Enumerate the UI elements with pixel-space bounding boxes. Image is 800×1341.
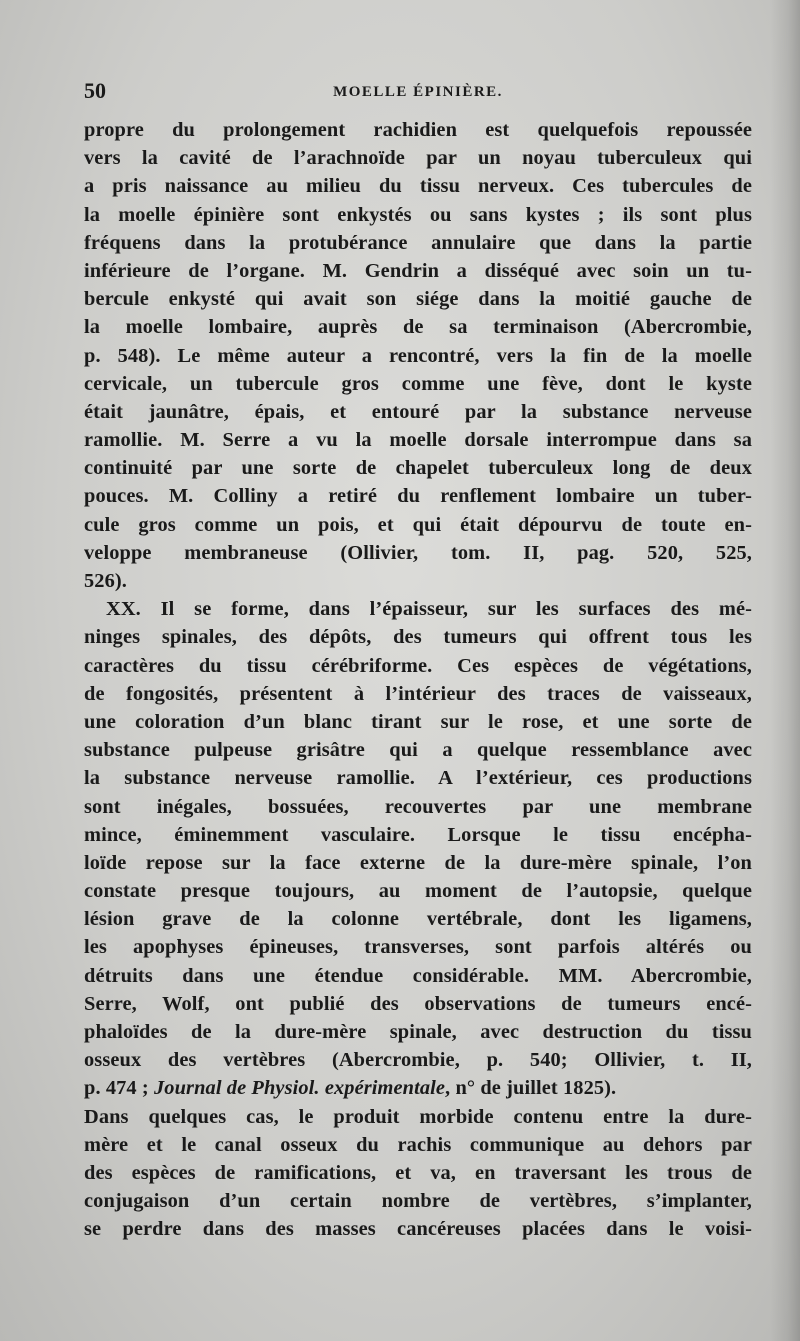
text-line: cervicale, un tubercule gros comme une fève, dont le kyste	[84, 372, 752, 395]
text-line: constate presque toujours, au moment de l’autopsie, quelque	[84, 880, 752, 903]
page-number: 50	[84, 78, 106, 103]
text-line: mère et le canal osseux du rachis communique au dehors par	[84, 1133, 752, 1156]
text-line: continuité par une sorte de chapelet tuberculeux long de deux	[84, 457, 752, 480]
text-line: sont inégales, bossuées, recouvertes par une membrane	[84, 795, 752, 818]
body-text	[84, 116, 752, 1244]
text-line-section-start: XX. Il se forme, dans l’épaisseur, sur les surfaces des mé-	[106, 598, 752, 621]
text-line: conjugaison d’un certain nombre de vertèbres, s’implanter,	[84, 1190, 752, 1213]
text-line: lésion grave de la colonne vertébrale, dont les ligamens,	[84, 908, 752, 931]
text-line: caractères du tissu cérébriforme. Ces espèces de végétations,	[84, 654, 752, 677]
text-line: phaloïdes de la dure-mère spinale, avec destruction du tissu	[84, 1021, 752, 1043]
running-head: MOELLE ÉPINIÈRE.	[333, 84, 503, 100]
text-line: la moelle épinière sont enkystés ou sans kystes ; ils sont plus	[84, 203, 752, 226]
text-line: la moelle lombaire, auprès de sa terminaison (Abercrombie,	[84, 316, 752, 339]
text-line: 526).	[84, 570, 127, 592]
text-line: inférieure de l’organe. M. Gendrin a disséqué avec soin un tu-	[84, 259, 752, 282]
text-line: mince, éminemment vasculaire. Lorsque le tissu encépha-	[84, 823, 752, 846]
citation-prefix: p. 474 ;	[84, 1077, 149, 1100]
text-line: une coloration d’un blanc tirant sur le rose, et une sorte de	[84, 710, 752, 733]
text-line: détruits dans une étendue considérable. MM. Abercrombie,	[84, 964, 752, 987]
text-line: se perdre dans des masses cancéreuses placées dans le voisi-	[84, 1218, 752, 1241]
text-line: osseux des vertèbres (Abercrombie, p. 540; Ollivier, t. II,	[84, 1049, 752, 1072]
text-line: veloppe membraneuse (Ollivier, tom. II, pag. 520, 525,	[84, 541, 752, 564]
text-line: loïde repose sur la face externe de la dure-mère spinale, l’on	[84, 851, 752, 874]
page-header	[84, 78, 752, 108]
text-line-citation	[84, 1074, 752, 1102]
text-line: a pris naissance au milieu du tissu nerveux. Ces tubercules de	[84, 175, 752, 198]
text-line: Dans quelques cas, le produit morbide contenu entre la dure-	[84, 1105, 752, 1128]
text-line: de fongosités, présentent à l’intérieur des traces de vaisseaux,	[84, 682, 752, 705]
citation-suffix: , n° de juillet 1825).	[445, 1077, 617, 1100]
text-line: ramollie. M. Serre a vu la moelle dorsale interrompue dans sa	[84, 429, 752, 452]
text-line: substance pulpeuse grisâtre qui a quelque ressemblance avec	[84, 739, 752, 762]
text-line: propre du prolongement rachidien est quelquefois repoussée	[84, 119, 752, 141]
text-line: Serre, Wolf, ont publié des observations de tumeurs encé-	[84, 992, 752, 1015]
text-line: vers la cavité de l’arachnoïde par un noyau tuberculeux qui	[84, 147, 752, 170]
text-line: cule gros comme un pois, et qui était dépourvu de toute en-	[84, 513, 752, 536]
text-line: était jaunâtre, épais, et entouré par la substance nerveuse	[84, 400, 752, 423]
page-gutter-shadow	[770, 0, 800, 1341]
text-line: la substance nerveuse ramollie. A l’extérieur, ces productions	[84, 767, 752, 790]
text-line: p. 548). Le même auteur a rencontré, vers la fin de la moelle	[84, 344, 752, 367]
text-line: fréquens dans la protubérance annulaire que dans la partie	[84, 231, 752, 254]
text-line: pouces. M. Colliny a retiré du renflement lombaire un tuber-	[84, 485, 752, 508]
text-line: ninges spinales, des dépôts, des tumeurs qui offrent tous les	[84, 626, 752, 649]
text-line: bercule enkysté qui avait son siége dans la moitié gauche de	[84, 288, 752, 311]
text-line: des espèces de ramifications, et va, en traversant les trous de	[84, 1161, 752, 1184]
journal-title: Journal de Physiol. expérimentale	[154, 1077, 446, 1100]
text-line: les apophyses épineuses, transverses, sont parfois altérés ou	[84, 936, 752, 959]
